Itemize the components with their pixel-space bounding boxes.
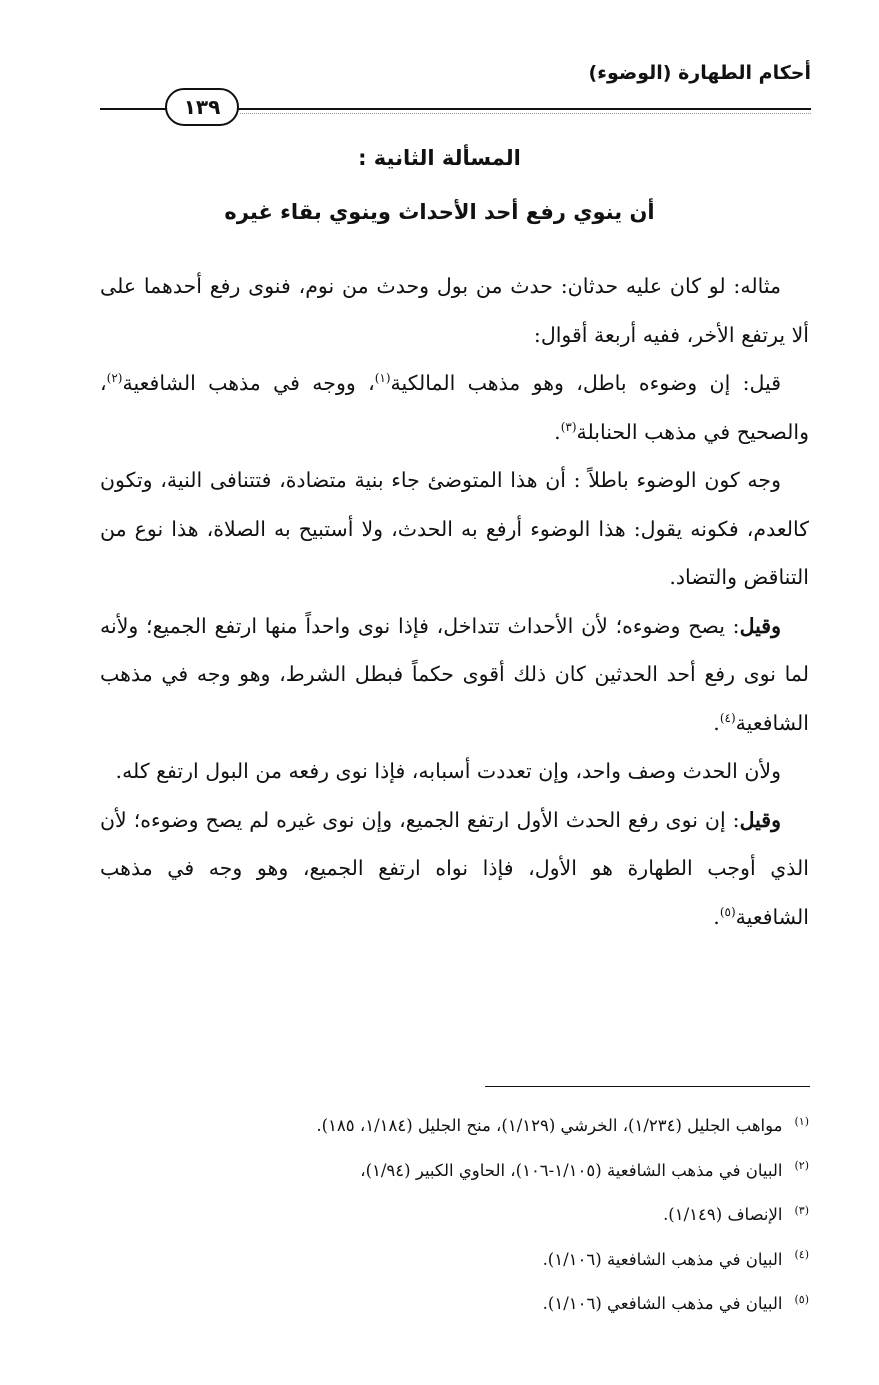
footnote-separator <box>485 1086 810 1087</box>
footnote <box>100 1149 809 1194</box>
footnotes <box>100 1104 809 1327</box>
footnote-text: البيان في مذهب الشافعية (١/١٠٦). <box>542 1249 783 1269</box>
paragraph-reasoning: وجه كون الوضوء باطلاً : أن هذا المتوضئ جاء بنية متضادة، فتتنافى النية، وتكون كالعدم، فكونه يقول: هذا الوضوء أرفع به الحدث، ولا أستبيح به الصلاة، هذا نوع من التناقض والتضاد. <box>100 468 809 589</box>
paragraph-first-opinion <box>100 359 809 456</box>
footnote-text: البيان في مذهب الشافعية (١/١٠٥-١٠٦)، الحاوي الكبير (١/٩٤)، <box>360 1160 783 1180</box>
paragraph-text: : إن نوى رفع الحدث الأول ارتفع الجميع، وإن نوى غيره لم يصح وضوءه؛ لأن الذي أوجب الطهارة هو الأول، فإذا نواه ارتفع الجميع، وهو وجه في مذهب الشافعية <box>100 807 809 929</box>
paragraph-text: . <box>554 419 561 444</box>
footnote-text: الإنصاف (١/١٤٩). <box>663 1205 783 1224</box>
footnote-reference: (٤) <box>719 710 736 725</box>
footnote-reference: (١) <box>374 371 391 386</box>
paragraph-additional-reasoning: ولأن الحدث وصف واحد، وإن تعددت أسبابه، فإذا نوى رفعه من البول ارتفع كله. <box>115 759 781 783</box>
footnote-reference: (٥) <box>719 904 736 919</box>
paragraph-text: . <box>713 904 720 929</box>
footnote <box>100 1193 809 1238</box>
running-head: أحكام الطهارة (الوضوء) <box>588 62 811 84</box>
paragraph-text: قيل: إن وضوءه باطل، وهو مذهب المالكية <box>390 371 781 395</box>
footnote <box>100 1238 809 1283</box>
footnote-number: (١) <box>794 1114 809 1128</box>
footnote-number: (٥) <box>794 1292 809 1306</box>
opinion-lead: وقيل <box>739 613 781 638</box>
footnote-number: (٤) <box>794 1248 809 1261</box>
body-text <box>100 262 809 941</box>
footnote-reference: (٣) <box>560 419 577 434</box>
page-number: ١٣٩ <box>165 88 239 126</box>
paragraph-text: : يصح وضوءه؛ لأن الأحداث تتداخل، فإذا نوى واحداً منها ارتفع الجميع؛ ولأنه لما نوى رفع أحد الحدثين كان ذلك أقوى حكماً فبطل الشرط، وهو وجه في مذهب الشافعية <box>100 613 809 735</box>
paragraph-example: مثاله: لو كان عليه حدثان: حدث من بول وحدث من نوم، فنوى رفع أحدهما على ألا يرتفع الأخر، ففيه أربعة أقوال: <box>100 274 809 347</box>
footnote <box>100 1104 809 1149</box>
paragraph-text: ، ووجه في مذهب الشافعية <box>122 371 375 395</box>
issue-label: المسألة الثانية : <box>358 146 521 170</box>
paragraph-second-opinion <box>100 602 809 748</box>
issue-title: أن ينوي رفع أحد الأحداث وينوي بقاء غيره <box>224 200 655 224</box>
footnote <box>100 1282 809 1327</box>
footnote-reference: (٢) <box>106 371 123 386</box>
paragraph-text: ، والصحيح في مذهب الحنابلة <box>100 371 809 444</box>
footnote-number: (٢) <box>794 1159 809 1172</box>
footnote-number: (٣) <box>794 1203 809 1217</box>
footnote-text: البيان في مذهب الشافعي (١/١٠٦). <box>542 1294 783 1313</box>
paragraph-text: . <box>713 710 720 735</box>
footnote-text: مواهب الجليل (١/٢٣٤)، الخرشي (١/١٢٩)، منح الجليل (١/١٨٤، ١٨٥). <box>316 1116 783 1135</box>
opinion-lead: وقيل <box>739 807 781 832</box>
header-rule-ornament <box>240 113 811 114</box>
paragraph-third-opinion <box>100 796 809 942</box>
